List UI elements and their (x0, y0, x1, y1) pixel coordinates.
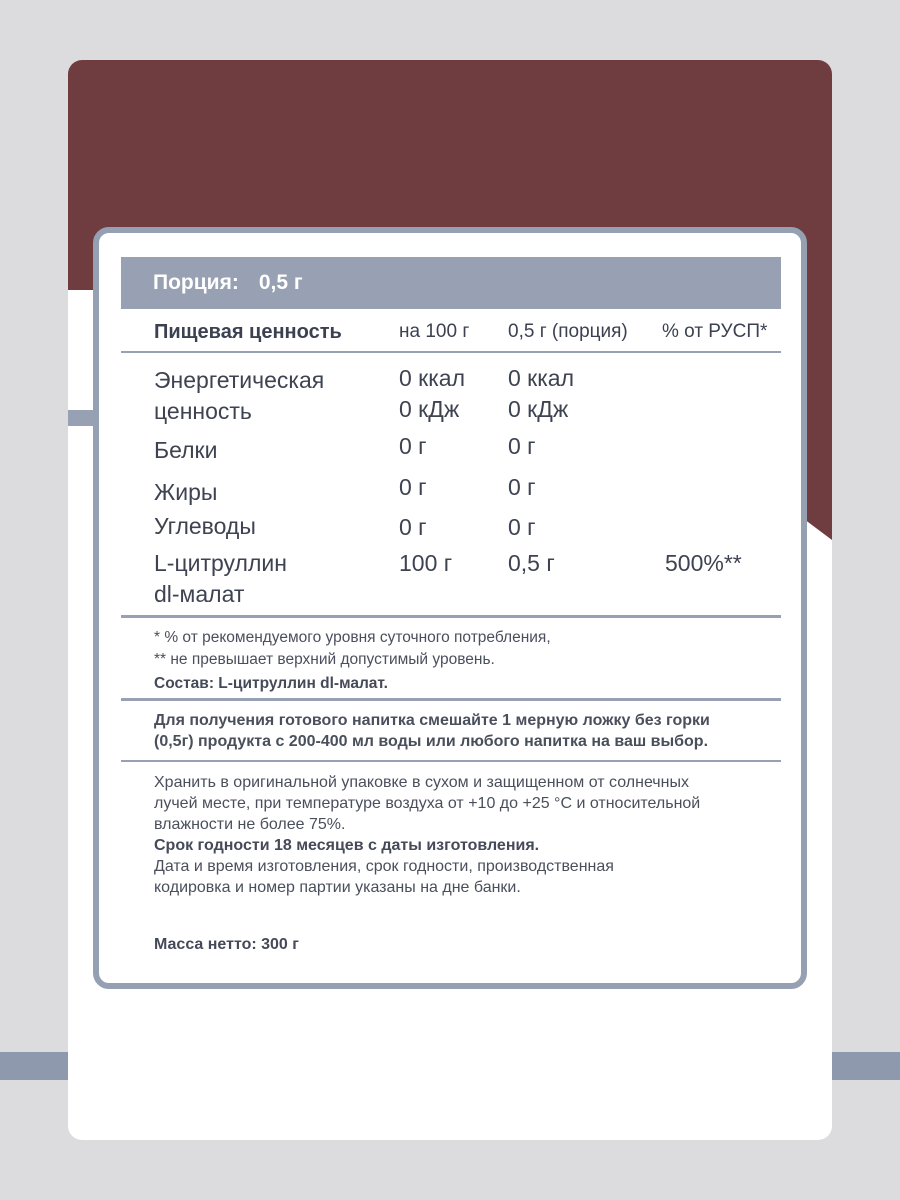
row-citrulline-portion: 0,5 г (508, 550, 555, 576)
row-protein-portion: 0 г (508, 433, 536, 459)
storage-info: Хранить в оригинальной упаковке в сухом и защищенном от солнечных лучей месте, при температуре воздуха от +10 до +25 °С и относительной влажности не более 75%. Срок годности 18 месяцев с даты изготовления. Дата и время изготовления, срок годности, производственная кодировка и номер партии указаны на дне банки. (154, 772, 774, 898)
row-carbs-per100: 0 г (399, 514, 427, 540)
instructions: Для получения готового напитка смешайте 1 мерную ложку без горки (0,5г) продукта с 200-400 мл воды или любого напитка на ваш выбор. (154, 712, 710, 750)
row-protein-name: Белки (154, 437, 218, 463)
composition: Состав: L-цитруллин dl-малат. (154, 675, 388, 692)
divider (121, 615, 781, 618)
row-protein-per100: 0 г (399, 433, 427, 459)
column-per-portion: 0,5 г (порция) (508, 321, 628, 342)
divider (121, 351, 781, 353)
row-carbs-portion: 0 г (508, 514, 536, 540)
row-energy-portion: 0 ккал 0 кДж (508, 365, 575, 422)
row-fat-per100: 0 г (399, 474, 427, 500)
footnote-limit: ** не превышает верхний допустимый уровень. (154, 651, 495, 668)
row-citrulline-per100: 100 г (399, 550, 453, 576)
portion-bar (121, 257, 781, 309)
portion-label: Порция: (153, 271, 239, 294)
row-energy-per100: 0 ккал 0 кДж (399, 365, 466, 422)
net-weight: Масса нетто: 300 г (154, 936, 299, 953)
divider (121, 760, 781, 762)
column-rdi: % от РУСП* (662, 321, 768, 342)
row-fat-name: Жиры (154, 479, 218, 505)
nutrition-title: Пищевая ценность (154, 320, 342, 343)
row-fat-portion: 0 г (508, 474, 536, 500)
portion-value: 0,5 г (258, 271, 303, 294)
row-carbs-name: Углеводы (154, 513, 256, 539)
nutrition-panel (93, 227, 807, 989)
column-per-100: на 100 г (399, 321, 470, 342)
row-citrulline-rdi: 500%** (665, 550, 742, 576)
footnote-rdi: * % от рекомендуемого уровня суточного потребления, (154, 629, 551, 646)
divider (121, 698, 781, 701)
row-energy-name: Энергетическая ценность (154, 367, 325, 424)
row-citrulline-name: L-цитруллин dl-малат (154, 550, 287, 607)
shelf-life: Срок годности 18 месяцев с даты изготовления. (154, 837, 540, 854)
